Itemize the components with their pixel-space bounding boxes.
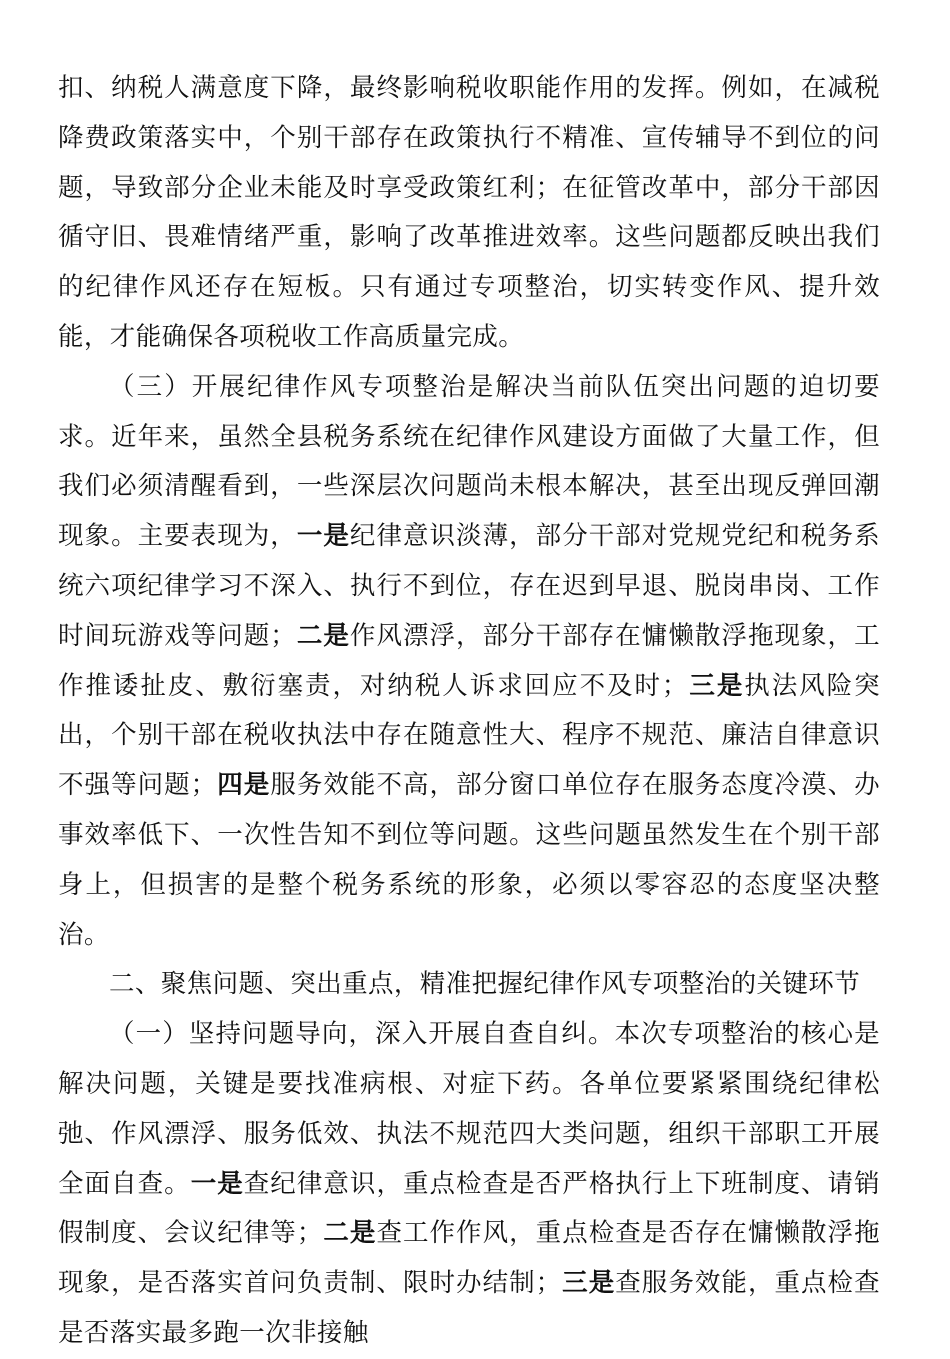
paragraph-intro: （三）开展纪律作风专项整治是解决当前队伍突出问题的迫切要求。近年来，虽然全县税务系统在纪律作风建设方面做了大量工作，但我们必须清醒看到，一些深层次问题尚未根本解决，甚至出现反弹回潮现象。主要表现为， [58,371,880,552]
paragraph-subsection-1 [58,1010,880,1359]
enumeration-text: 查纪律意识，重点检查是否严格执行上下班制度、请销假制度、会议纪律等； [58,1168,880,1249]
enumeration-marker: 一是 [296,521,350,552]
paragraph-continuation [58,64,880,363]
heading-text: 二、聚焦问题、突出重点，精准把握纪律作风专项整治的关键环节 [109,969,861,1000]
enumeration-marker: 四是 [216,770,271,801]
paragraph-text: 扣、纳税人满意度下降，最终影响税收职能作用的发挥。例如，在减税降费政策落实中，个别干部存在政策执行不精准、宣传辅导不到位的问题，导致部分企业未能及时享受政策红利；在征管改革中，部分干部因循守旧、畏难情绪严重，影响了改革推进效率。这些问题都反映出我们的纪律作风还存在短板。只有通过专项整治，切实转变作风、提升效能，才能确保各项税收工作高质量完成。 [58,73,880,352]
enumeration-marker: 二是 [296,620,350,651]
section-heading-2 [58,960,880,1010]
enumeration-text: 纪律意识淡薄，部分干部对党规党纪和税务系统六项纪律学习不深入、执行不到位，存在迟到早退、脱岗串岗、工作时间玩游戏等问题； [58,521,880,651]
enumeration-text: 查服务效能，重点检查是否落实最多跑一次非接触 [58,1268,880,1348]
paragraph-intro: （一）坚持问题导向，深入开展自查自纠。本次专项整治的核心是解决问题，关键是要找准病根、对症下药。各单位要紧紧围绕纪律松弛、作风漂浮、服务低效、执法不规范四大类问题，组织干部职工开展全面自查。 [58,1019,880,1199]
enumeration-text: 服务效能不高，部分窗口单位存在服务态度冷漠、办事效率低下、一次性告知不到位等问题。这些问题虽然发生在个别干部身上，但损害的是整个税务系统的形象，必须以零容忍的态度坚决整治。 [58,770,881,950]
enumeration-marker: 三是 [561,1268,616,1299]
enumeration-marker: 一是 [190,1168,244,1199]
enumeration-marker: 二是 [322,1218,377,1249]
enumeration-text: 作风漂浮，部分干部存在慵懒散浮拖现象，工作推诿扯皮、敷衍塞责，对纳税人诉求回应不及时； [58,620,880,701]
paragraph-section-3 [58,363,880,961]
enumeration-text: 查工作作风，重点检查是否存在慵懒散浮拖现象，是否落实首问负责制、限时办结制； [58,1218,880,1299]
enumeration-marker: 三是 [687,670,745,701]
enumeration-text: 执法风险突出，个别干部在税收执法中存在随意性大、程序不规范、廉洁自律意识不强等问题； [58,670,880,801]
